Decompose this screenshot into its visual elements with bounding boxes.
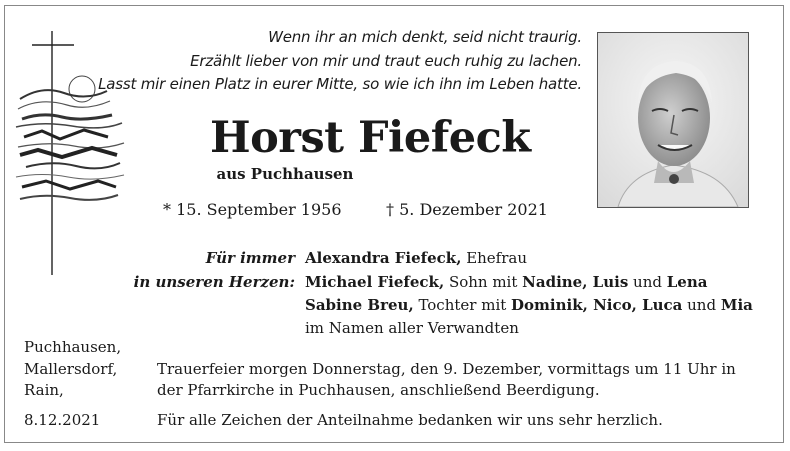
mourner-name: Sabine Breu,	[305, 296, 414, 314]
mourner-relation: Ehefrau	[461, 249, 528, 267]
deceased-origin: aus Puchhausen	[216, 165, 354, 183]
place: Rain,	[24, 381, 64, 399]
mourner-relation: und	[682, 296, 721, 314]
poem	[98, 26, 582, 97]
portrait-photo	[597, 32, 749, 208]
mourner-name: Mia	[720, 296, 753, 314]
poem-line: Lasst mir einen Platz in eurer Mitte, so wie ich ihn im Leben hatte.	[98, 75, 582, 93]
notice-date: 8.12.2021	[24, 411, 101, 429]
mourners-label: in unseren Herzen:	[133, 273, 295, 291]
ceremony-text: der Pfarrkirche in Puchhausen, anschließend Beerdigung.	[157, 381, 600, 399]
mourner-relation: Tochter mit	[413, 296, 512, 314]
place: Mallersdorf,	[24, 360, 118, 378]
mourner-name: Alexandra Fiefeck,	[305, 249, 462, 267]
mourner-relation: Sohn mit	[444, 273, 523, 291]
mourner-line	[305, 296, 753, 314]
poem-line: Wenn ihr an mich denkt, seid nicht traurig.	[268, 28, 582, 46]
death-date: † 5. Dezember 2021	[386, 200, 548, 219]
thanks-text: Für alle Zeichen der Anteilnahme bedanken wir uns sehr herzlich.	[157, 411, 663, 429]
mourner-name: Michael Fiefeck,	[305, 273, 445, 291]
place: Puchhausen,	[24, 338, 122, 356]
mourner-line: im Namen aller Verwandten	[305, 319, 519, 337]
mourner-name: Dominik, Nico, Luca	[511, 296, 683, 314]
poem-line: Erzählt lieber von mir und traut euch ruhig zu lachen.	[190, 51, 582, 70]
mourners-label: Für immer	[205, 249, 295, 267]
mourner-name: Lena	[666, 273, 708, 291]
mourner-line	[305, 273, 707, 291]
deceased-name: Horst Fiefeck	[210, 113, 531, 163]
birth-date: * 15. September 1956	[163, 200, 342, 219]
mourner-relation: und	[628, 273, 667, 291]
ceremony-text: Trauerfeier morgen Donnerstag, den 9. Dezember, vormittags um 11 Uhr in	[157, 360, 736, 378]
mourner-line	[305, 249, 527, 267]
portrait-icon	[598, 33, 748, 207]
mourner-name: Nadine, Luis	[522, 273, 629, 291]
